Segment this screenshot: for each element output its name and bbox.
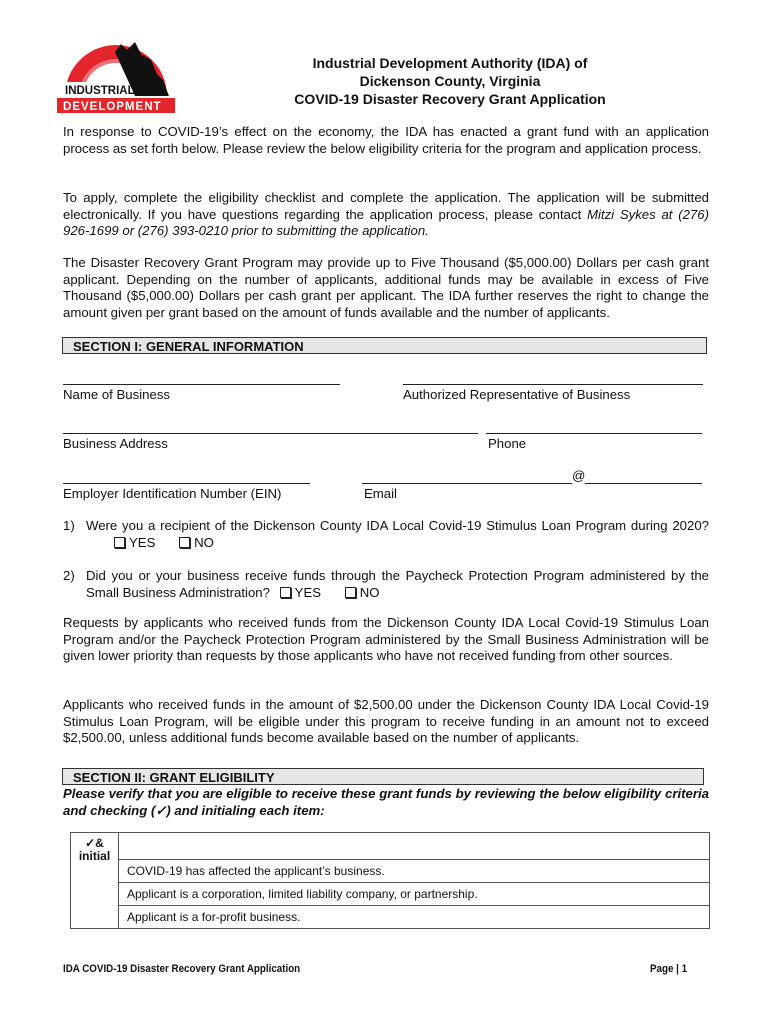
intro-paragraph-3: The Disaster Recovery Grant Program may provide up to Five Thousand ($5,000.00) Dollars per cash grant applicant. Depending on the number of applicants, additional funds may be available in excess of Five Thousand ($5,000.00) Dollars per cash grant per applicant. The IDA further reserves the right to change the amount given per grant based on the amount of funds available and the number of applicants.: [63, 255, 709, 320]
intro-paragraph-2: To apply, complete the eligibility checklist and complete the application. The application will be submitted electronically. If you have questions regarding the application process, please contact Mitzi Sykes at (276) 926-1699 or (276) 393-0210 prior to submitting the application.: [63, 190, 709, 239]
ein-label: Employer Identification Number (EIN): [63, 486, 282, 501]
ida-logo: [57, 30, 175, 114]
title-line-1: Industrial Development Authority (IDA) of: [312, 55, 588, 71]
q1-yes-checkbox[interactable]: [114, 537, 125, 548]
q1-no-label: NO: [194, 535, 214, 550]
phone-line[interactable]: [486, 433, 702, 434]
question-1: 1) Were you a recipient of the Dickenson County IDA Local Covid-19 Stimulus Loan Program during 2020? YES NO: [63, 518, 709, 550]
page-number: Page | 1: [650, 963, 688, 975]
section-2-header: SECTION II: GRANT ELIGIBILITY: [62, 768, 704, 785]
authorized-rep-label: Authorized Representative of Business: [403, 387, 631, 402]
q2-no-label: NO: [359, 585, 380, 600]
business-name-line[interactable]: [63, 384, 340, 385]
eligibility-table: [70, 832, 710, 929]
q2-yes-label: YES: [294, 585, 322, 600]
email-label: Email: [364, 486, 397, 501]
limit-paragraph: Applicants who received funds in the amount of $2,500.00 under the Dickenson County IDA Local Covid-19 Stimulus Loan Program, will be eligible under this program to receive funding in an amount not to exceed $2,500.00, unless additional funds become available based on the number of applicants.: [63, 697, 709, 746]
section-1-header: SECTION I: GENERAL INFORMATION: [62, 337, 707, 354]
business-address-line[interactable]: [63, 433, 478, 434]
eligibility-item-2[interactable]: Applicant is a corporation, limited liability company, or partnership.: [119, 883, 710, 906]
business-name-label: Name of Business: [63, 387, 171, 402]
eligibility-instruction: Please verify that you are eligible to receive these grant funds by reviewing the below eligibility criteria and checking (✓) and initialing each item:: [63, 786, 709, 818]
check-initial-header: ✓& initial: [71, 833, 119, 929]
title-line-2: Dickenson County, Virginia: [359, 73, 541, 89]
logo-top-text: INDUSTRIAL: [65, 85, 135, 97]
business-address-label: Business Address: [63, 436, 168, 451]
contact-info: Mitzi Sykes at (276) 926-1699 or (276) 393-0210 prior to submitting the application.: [63, 206, 709, 239]
phone-label: Phone: [488, 436, 527, 451]
logo-bottom-text: DEVELOPMENT: [63, 101, 162, 113]
table-spacer: [119, 833, 710, 860]
email-at-sign: @: [572, 468, 586, 483]
q1-no-checkbox[interactable]: [179, 537, 190, 548]
q2-yes-checkbox[interactable]: [280, 587, 291, 598]
authorized-rep-line[interactable]: [403, 384, 703, 385]
title-line-3: COVID-19 Disaster Recovery Grant Application: [294, 91, 606, 107]
email-line-domain[interactable]: [585, 483, 702, 484]
intro-paragraph-1: In response to COVID-19’s effect on the economy, the IDA has enacted a grant fund with an application process as set forth below. Please review the below eligibility criteria for the program and application process.: [63, 124, 709, 156]
document-title: [250, 54, 650, 108]
ein-line[interactable]: [63, 483, 310, 484]
q2-no-checkbox[interactable]: [345, 587, 356, 598]
eligibility-item-3[interactable]: Applicant is a for-profit business.: [119, 906, 710, 929]
priority-paragraph: Requests by applicants who received funds from the Dickenson County IDA Local Covid-19 Stimulus Loan Program and/or the Paycheck Protection Program administered by the Small Business Administration will be given lower priority than requests by those applicants who have not received funding from other sources.: [63, 615, 709, 664]
question-2-text: Did you or your business receive funds through the Paycheck Protection Program administered by the Small Business Administration?: [86, 568, 709, 600]
eligibility-item-1[interactable]: COVID-19 has affected the applicant’s business.: [119, 860, 710, 883]
question-2: 2) Did you or your business receive funds through the Paycheck Protection Program administered by the Small Business Administration? YES NO: [63, 568, 709, 600]
question-1-text: Were you a recipient of the Dickenson County IDA Local Covid-19 Stimulus Loan Program during 2020?: [86, 518, 709, 533]
email-line-user[interactable]: [362, 483, 572, 484]
q1-yes-label: YES: [129, 535, 156, 550]
footer-title: IDA COVID-19 Disaster Recovery Grant Application: [63, 963, 301, 975]
